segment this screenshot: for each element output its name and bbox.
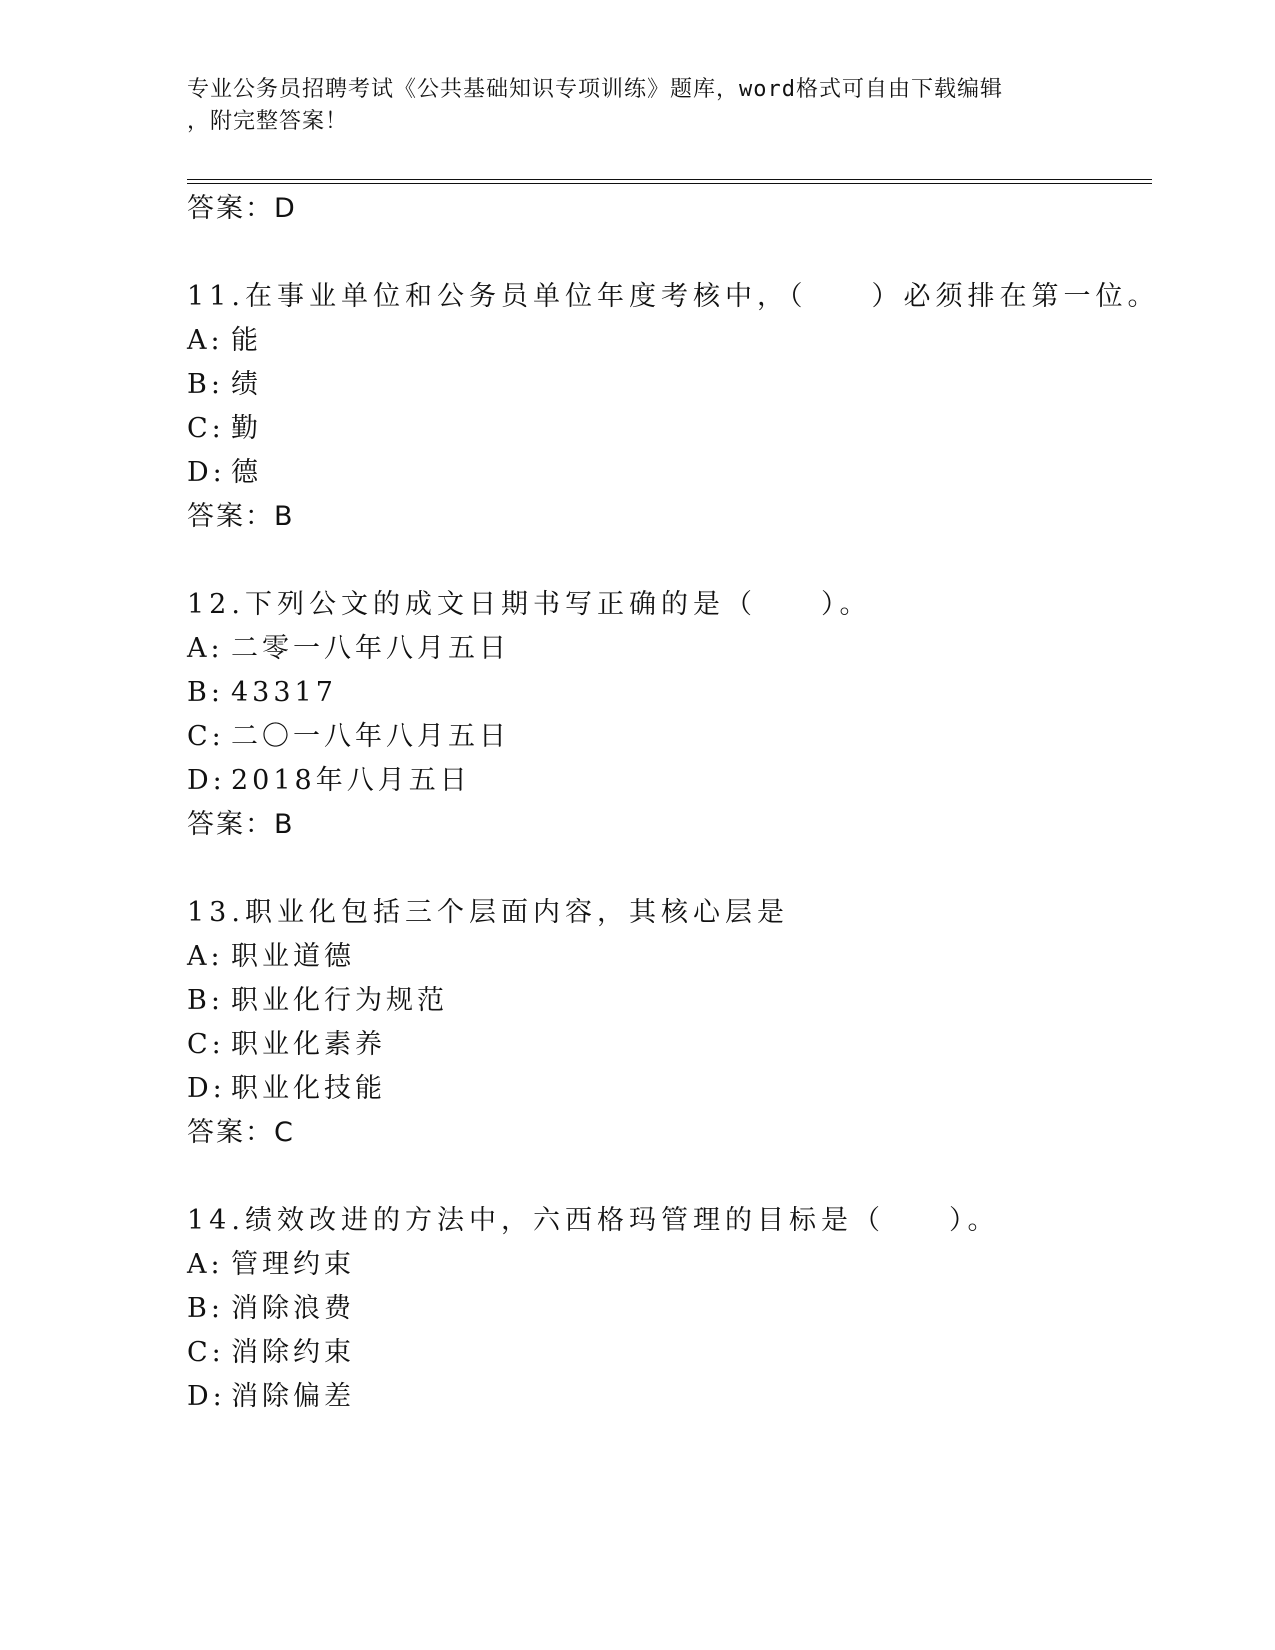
- question-13-answer: 答案：C: [187, 1117, 295, 1148]
- question-11-option-c: C: 勤: [187, 413, 262, 444]
- question-11-answer: 答案：B: [187, 501, 295, 532]
- question-14-stem: 14.绩效改进的方法中，六西格玛管理的目标是（ ）。: [187, 1205, 1000, 1236]
- header-line-2: ，附完整答案！: [187, 109, 349, 134]
- question-12-stem: 12.下列公文的成文日期书写正确的是（ ）。: [187, 589, 872, 620]
- question-14-option-a: A: 管理约束: [187, 1249, 355, 1280]
- question-13-option-b: B: 职业化行为规范: [187, 985, 448, 1016]
- header-rule-top: [187, 179, 1152, 180]
- question-12-answer: 答案：B: [187, 809, 295, 840]
- question-12-option-c: C: 二〇一八年八月五日: [187, 721, 510, 752]
- question-13-stem: 13.职业化包括三个层面内容，其核心层是: [187, 897, 789, 928]
- answer-prev: 答案：D: [187, 193, 297, 224]
- question-13-option-a: A: 职业道德: [187, 941, 355, 972]
- question-11-option-d: D: 德: [187, 457, 262, 488]
- question-11-option-b: B: 绩: [187, 369, 262, 400]
- document-header: [187, 74, 1087, 138]
- question-14-option-b: B: 消除浪费: [187, 1293, 355, 1324]
- question-12-option-a: A: 二零一八年八月五日: [187, 633, 510, 664]
- question-13-option-d: D: 职业化技能: [187, 1073, 386, 1104]
- question-12-option-b: B: 43317: [187, 677, 337, 708]
- question-14-option-d: D: 消除偏差: [187, 1381, 355, 1412]
- question-14-option-c: C: 消除约束: [187, 1337, 355, 1368]
- header-rule-bottom: [187, 183, 1152, 184]
- header-line-1: 专业公务员招聘考试《公共基础知识专项训练》题库，word格式可自由下载编辑: [187, 77, 1003, 102]
- question-12-option-d: D: 2018年八月五日: [187, 765, 471, 796]
- question-13-option-c: C: 职业化素养: [187, 1029, 386, 1060]
- question-11-stem: 11.在事业单位和公务员单位年度考核中，（ ）必须排在第一位。: [187, 281, 1160, 312]
- question-11-option-a: A: 能: [187, 325, 262, 356]
